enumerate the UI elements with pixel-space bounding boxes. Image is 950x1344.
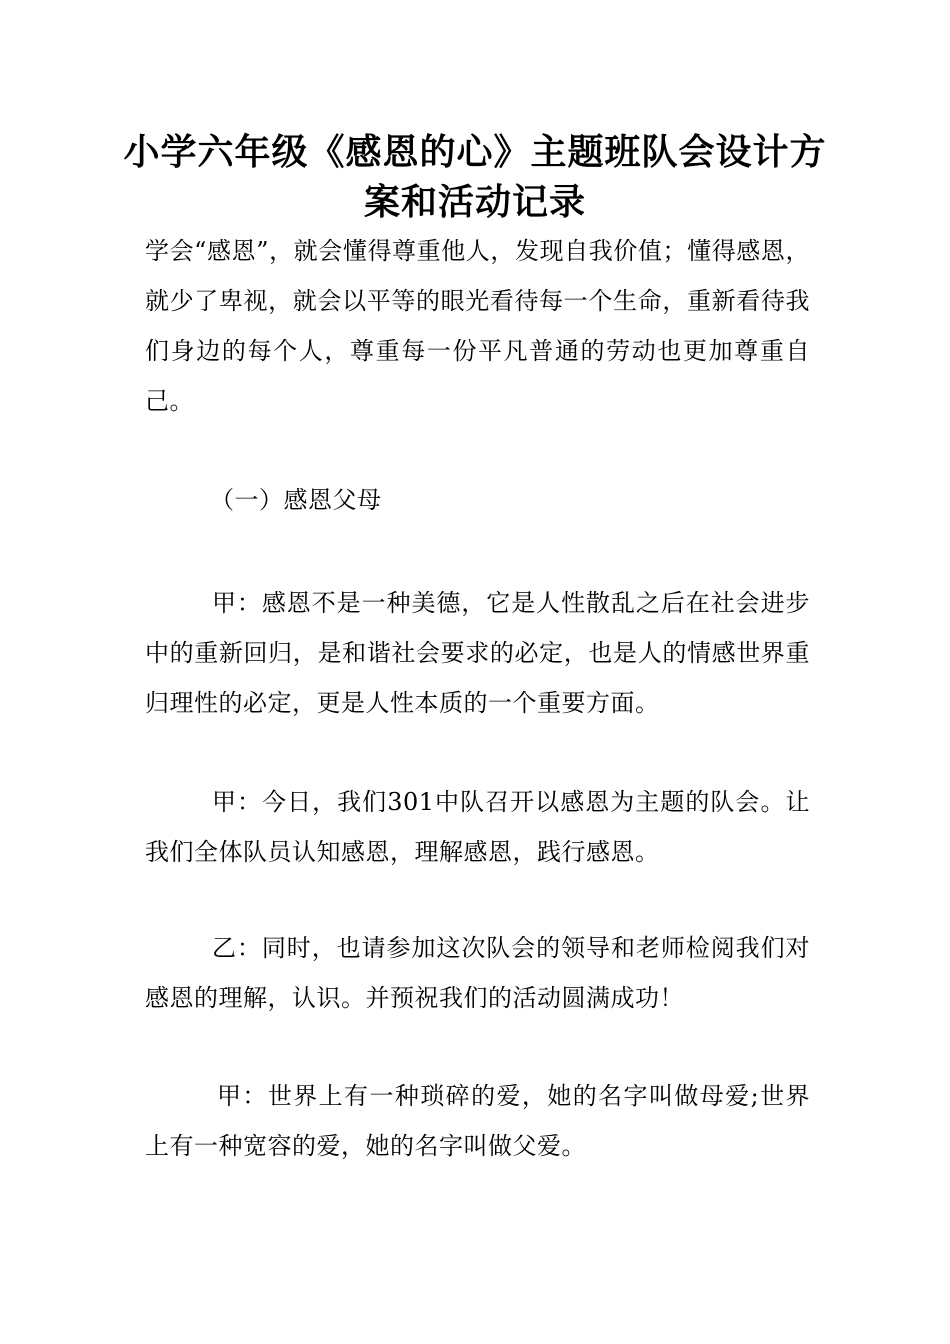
paragraph-2: 甲：今日，我们301中队召开以感恩为主题的队会。让我们全体队员认知感恩，理解感恩，践行感恩。 xyxy=(145,788,810,866)
section-heading: （一）感恩父母 xyxy=(210,486,382,514)
intro-paragraph: 学会“感恩”，就会懂得尊重他人，发现自我价值；懂得感恩，就少了卑视，就会以平等的眼光看待每一个生命，重新看待我们身边的每个人，尊重每一份平凡普通的劳动也更加尊重自己。 xyxy=(145,237,810,415)
document-title: 小学六年级《感恩的心》主题班队会设计方案和活动记录 xyxy=(123,132,827,223)
paragraph-1: 甲：感恩不是一种美德，它是人性散乱之后在社会进步中的重新回归，是和谐社会要求的必定，也是人的情感世界重归理性的必定，更是人性本质的一个重要方面。 xyxy=(145,589,810,717)
paragraph-4: 甲：世界上有一种琐碎的爱，她的名字叫做母爱;世界上有一种宽容的爱，她的名字叫做父爱。 xyxy=(145,1082,810,1160)
paragraph-3: 乙：同时，也请参加这次队会的领导和老师检阅我们对感恩的理解，认识。并预祝我们的活动圆满成功！ xyxy=(145,934,810,1012)
